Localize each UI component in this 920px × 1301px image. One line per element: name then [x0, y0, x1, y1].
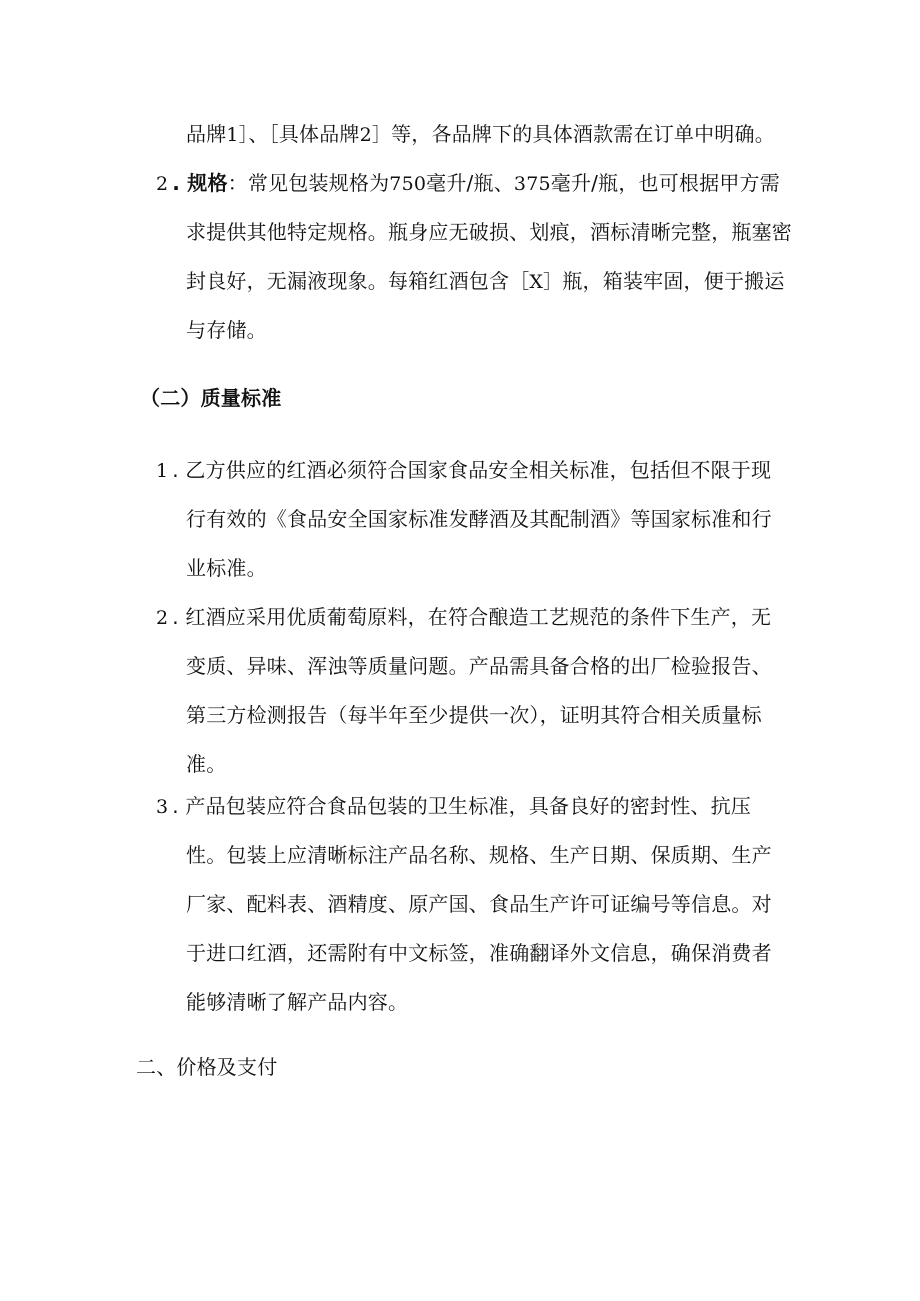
price-section-heading: 二、价格及支付: [136, 1055, 278, 1079]
brand-text-d: 2］: [359, 124, 392, 146]
quality-item-1-text-1: . 乙方供应的红酒必须符合国家食品安全相关标准，包括但不限于现: [172, 458, 772, 482]
spec-line3-b: X］: [529, 271, 563, 293]
quality-item-3-line-5: 能够清晰了解产品内容。: [186, 990, 409, 1014]
spec-item-line-2: 求提供其他特定规格。瓶身应无破损、划痕，酒标清晰完整，瓶塞密: [186, 220, 792, 244]
quality-item-1-number: 1: [156, 460, 169, 482]
quality-item-2-number: 2: [156, 607, 169, 629]
spec-item-line-4: 与存储。: [186, 318, 267, 342]
quality-item-1-line-3: 业标准。: [186, 556, 267, 580]
quality-section-heading: （二）质量标准: [140, 386, 282, 410]
quality-item-3-number: 3: [156, 796, 169, 818]
spec-line1-e: 毫升/瓶，也可根据甲方需: [550, 171, 780, 195]
spec-line1-d: 375: [513, 173, 551, 195]
spec-line3-c: 瓶，箱装牢固，便于搬运: [562, 269, 785, 293]
brand-text-c: 、［具体品牌: [248, 122, 360, 146]
quality-item-2-line-4: 准。: [186, 752, 227, 776]
spec-item-line-3: [186, 268, 785, 295]
quality-item-2-line-2: 变质、异味、浑浊等质量问题。产品需具备合格的出厂检验报告、: [186, 654, 772, 678]
quality-item-1-line-2: 行有效的《食品安全国家标准发酵酒及其配制酒》等国家标准和行: [186, 507, 772, 531]
quality-item-3-line-1: [156, 793, 751, 820]
spec-item-number: 2: [156, 173, 169, 195]
spec-line1-b: 750: [389, 173, 427, 195]
spec-line1-a: ：常见包装规格为: [227, 171, 390, 195]
spec-line1-c: 毫升/瓶、: [426, 171, 514, 195]
spec-item-label: . 规格: [172, 171, 228, 195]
quality-item-3-text-1: . 产品包装应符合食品包装的卫生标准，具备良好的密封性、抗压: [172, 794, 752, 818]
quality-item-3-line-2: 性。包装上应清晰标注产品名称、规格、生产日期、保质期、生产: [186, 843, 772, 867]
quality-item-1-line-1: [156, 457, 771, 484]
quality-item-2-text-1: . 红酒应采用优质葡萄原料，在符合酿造工艺规范的条件下生产，无: [172, 605, 772, 629]
quality-item-2-line-1: [156, 604, 771, 631]
quality-item-3-line-3: 厂家、配料表、酒精度、原产国、食品生产许可证编号等信息。对: [186, 892, 772, 916]
spec-line3-a: 封良好，无漏液现象。每箱红酒包含［: [186, 269, 530, 293]
spec-item-line-1: [156, 170, 780, 197]
quality-item-2-line-3: 第三方检测报告（每半年至少提供一次），证明其符合相关质量标: [186, 703, 762, 727]
brand-text-a: 品牌: [186, 122, 227, 146]
brand-continuation-line: [186, 121, 775, 148]
brand-text-b: 1］: [226, 124, 249, 146]
quality-item-3-line-4: 于进口红酒，还需附有中文标签，准确翻译外文信息，确保消费者: [186, 941, 772, 965]
brand-text-e: 等，各品牌下的具体酒款需在订单中明确。: [391, 122, 775, 146]
